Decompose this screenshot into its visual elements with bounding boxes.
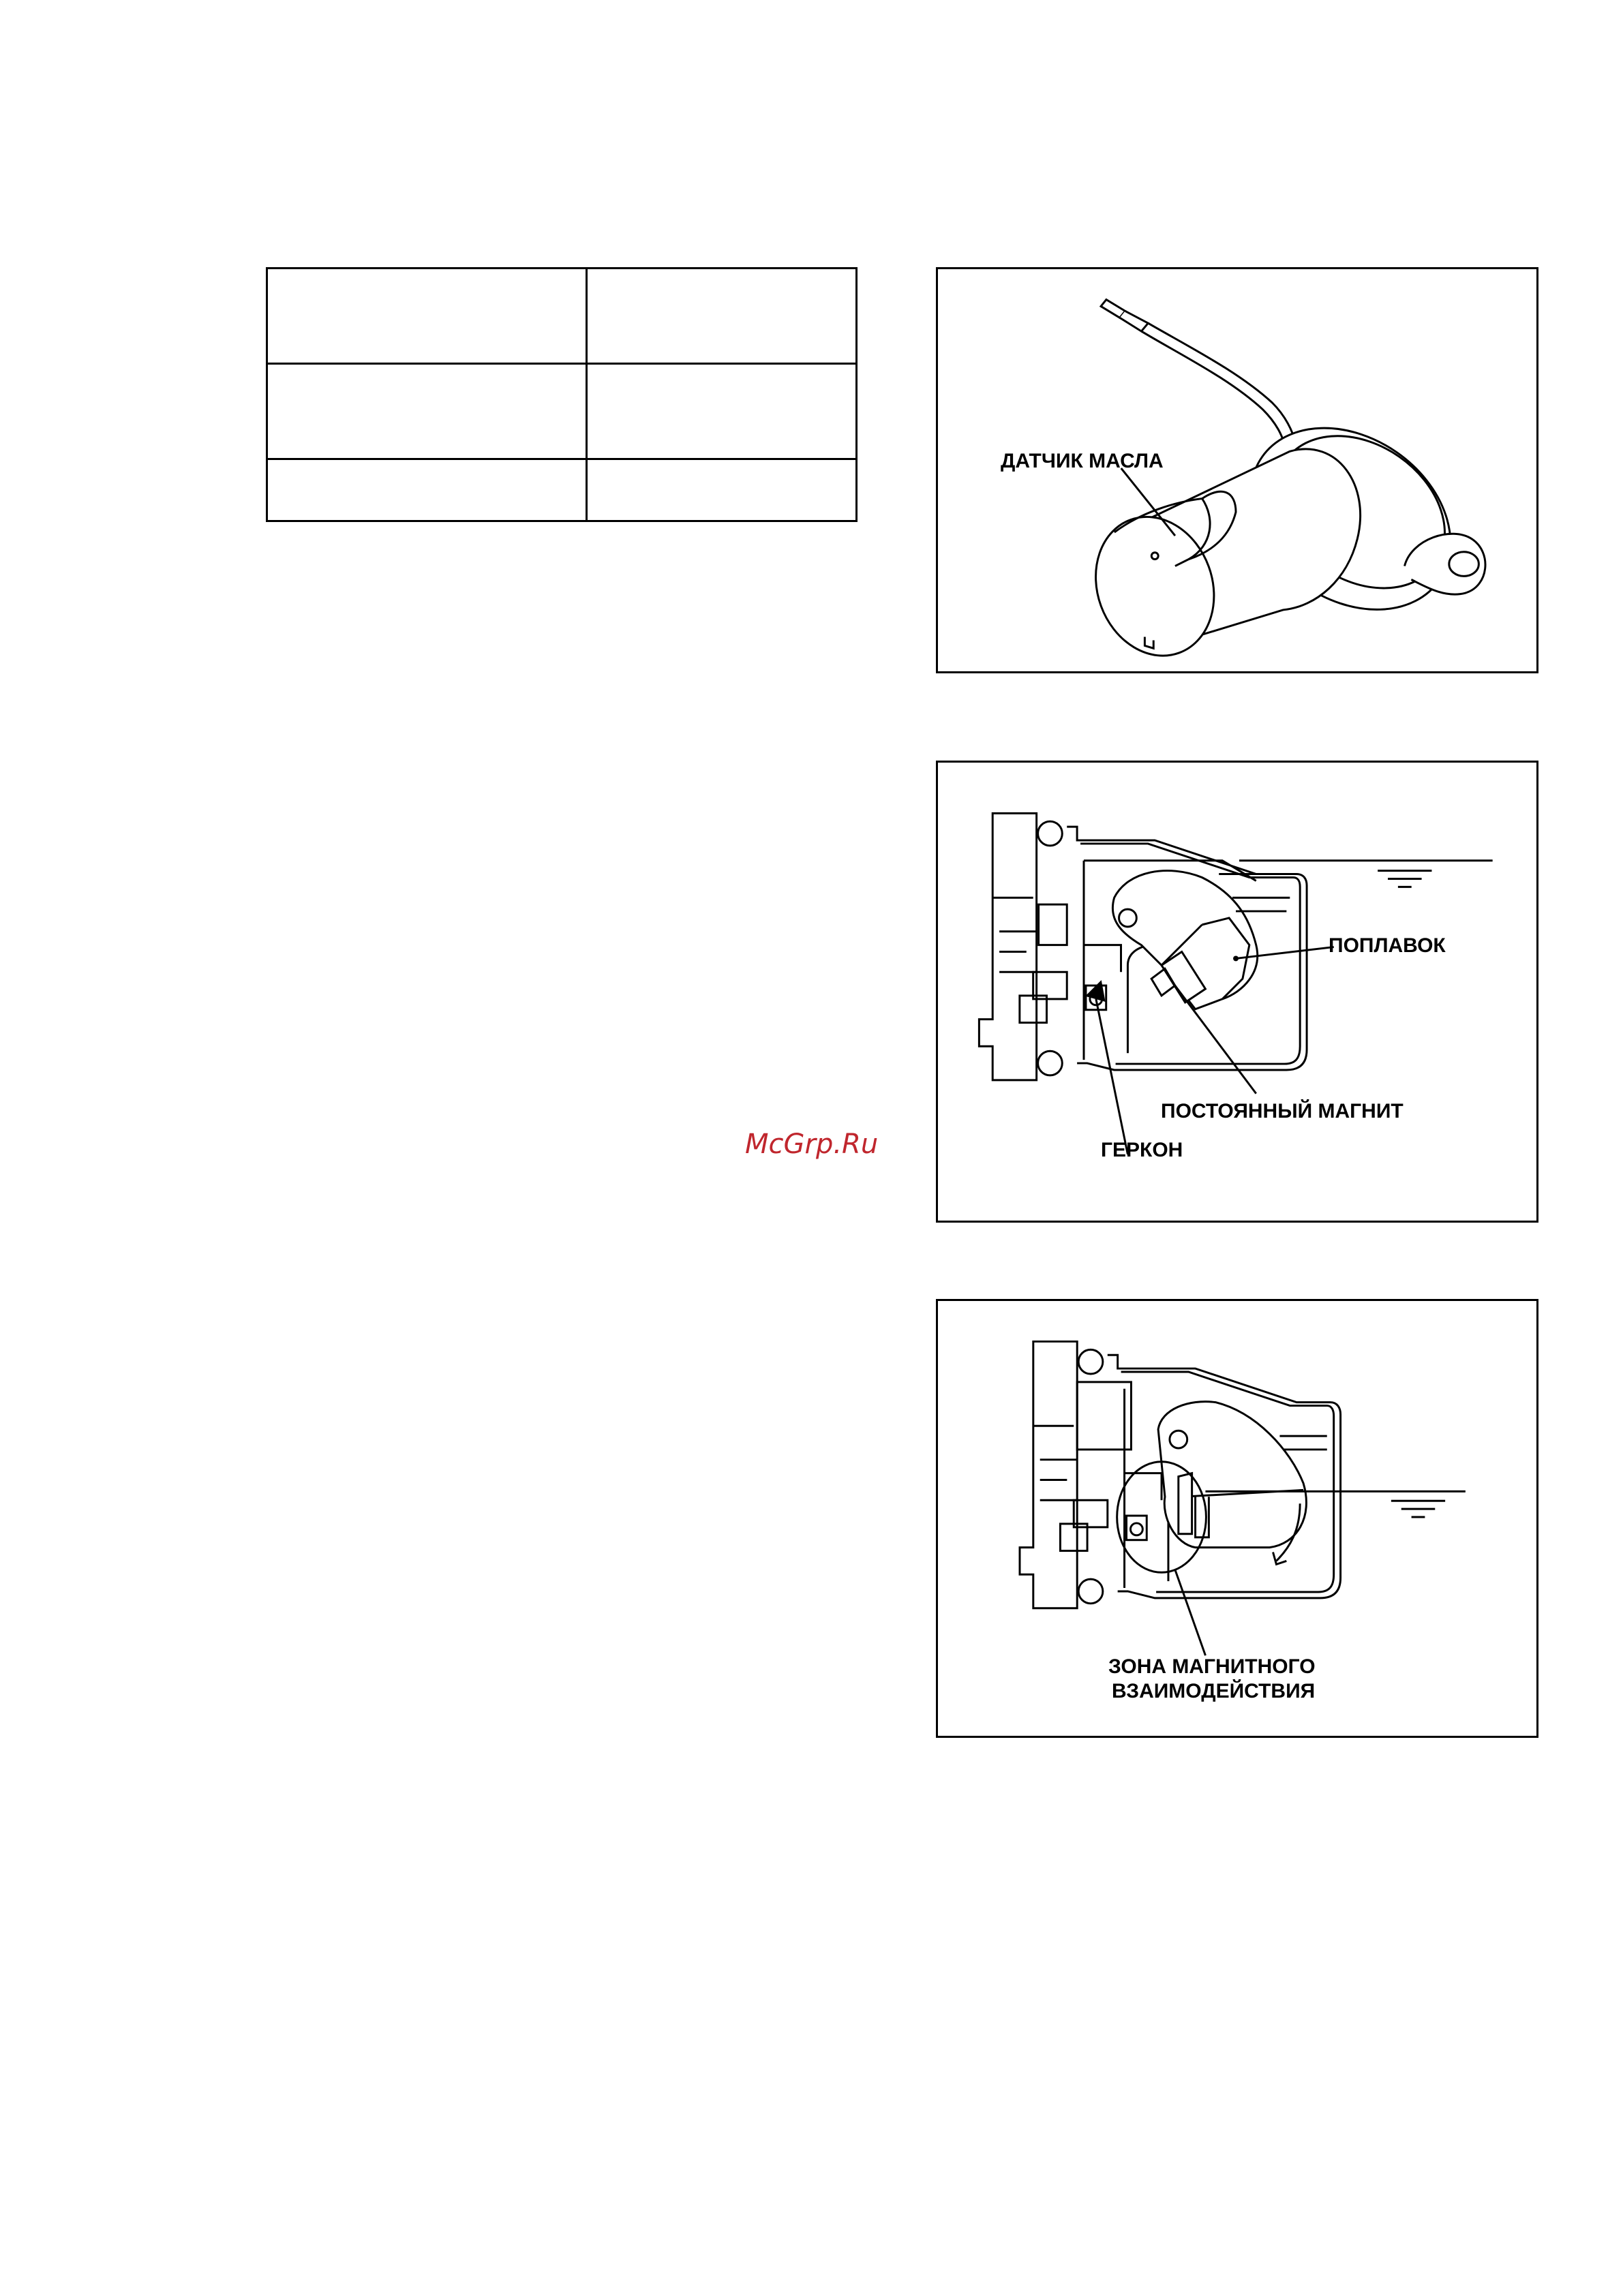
- oil-sensor-label: ДАТЧИК МАСЛА: [1001, 450, 1164, 472]
- float-mechanism-drawing: [938, 763, 1536, 1221]
- table-cell: [267, 364, 587, 459]
- table-cell: [267, 269, 587, 364]
- table-cell: [587, 364, 857, 459]
- watermark: McGrp.Ru: [745, 1129, 879, 1160]
- magnetic-zone-figure: [936, 1299, 1538, 1738]
- reed-switch-label: ГЕРКОН: [1101, 1139, 1183, 1161]
- oil-sensor-figure: [936, 267, 1538, 673]
- spec-table: [266, 267, 858, 522]
- float-mechanism-figure: [936, 761, 1538, 1223]
- magnet-label: ПОСТОЯННЫЙ МАГНИТ: [1161, 1100, 1404, 1122]
- table-cell: [587, 269, 857, 364]
- magnetic-zone-label-line1: ЗОНА МАГНИТНОГО: [1108, 1655, 1316, 1678]
- table-cell: [267, 459, 587, 521]
- float-label: ПОПЛАВОК: [1329, 934, 1446, 957]
- magnetic-zone-label-line2: ВЗАИМОДЕЙСТВИЯ: [1112, 1680, 1316, 1702]
- table-cell: [587, 459, 857, 521]
